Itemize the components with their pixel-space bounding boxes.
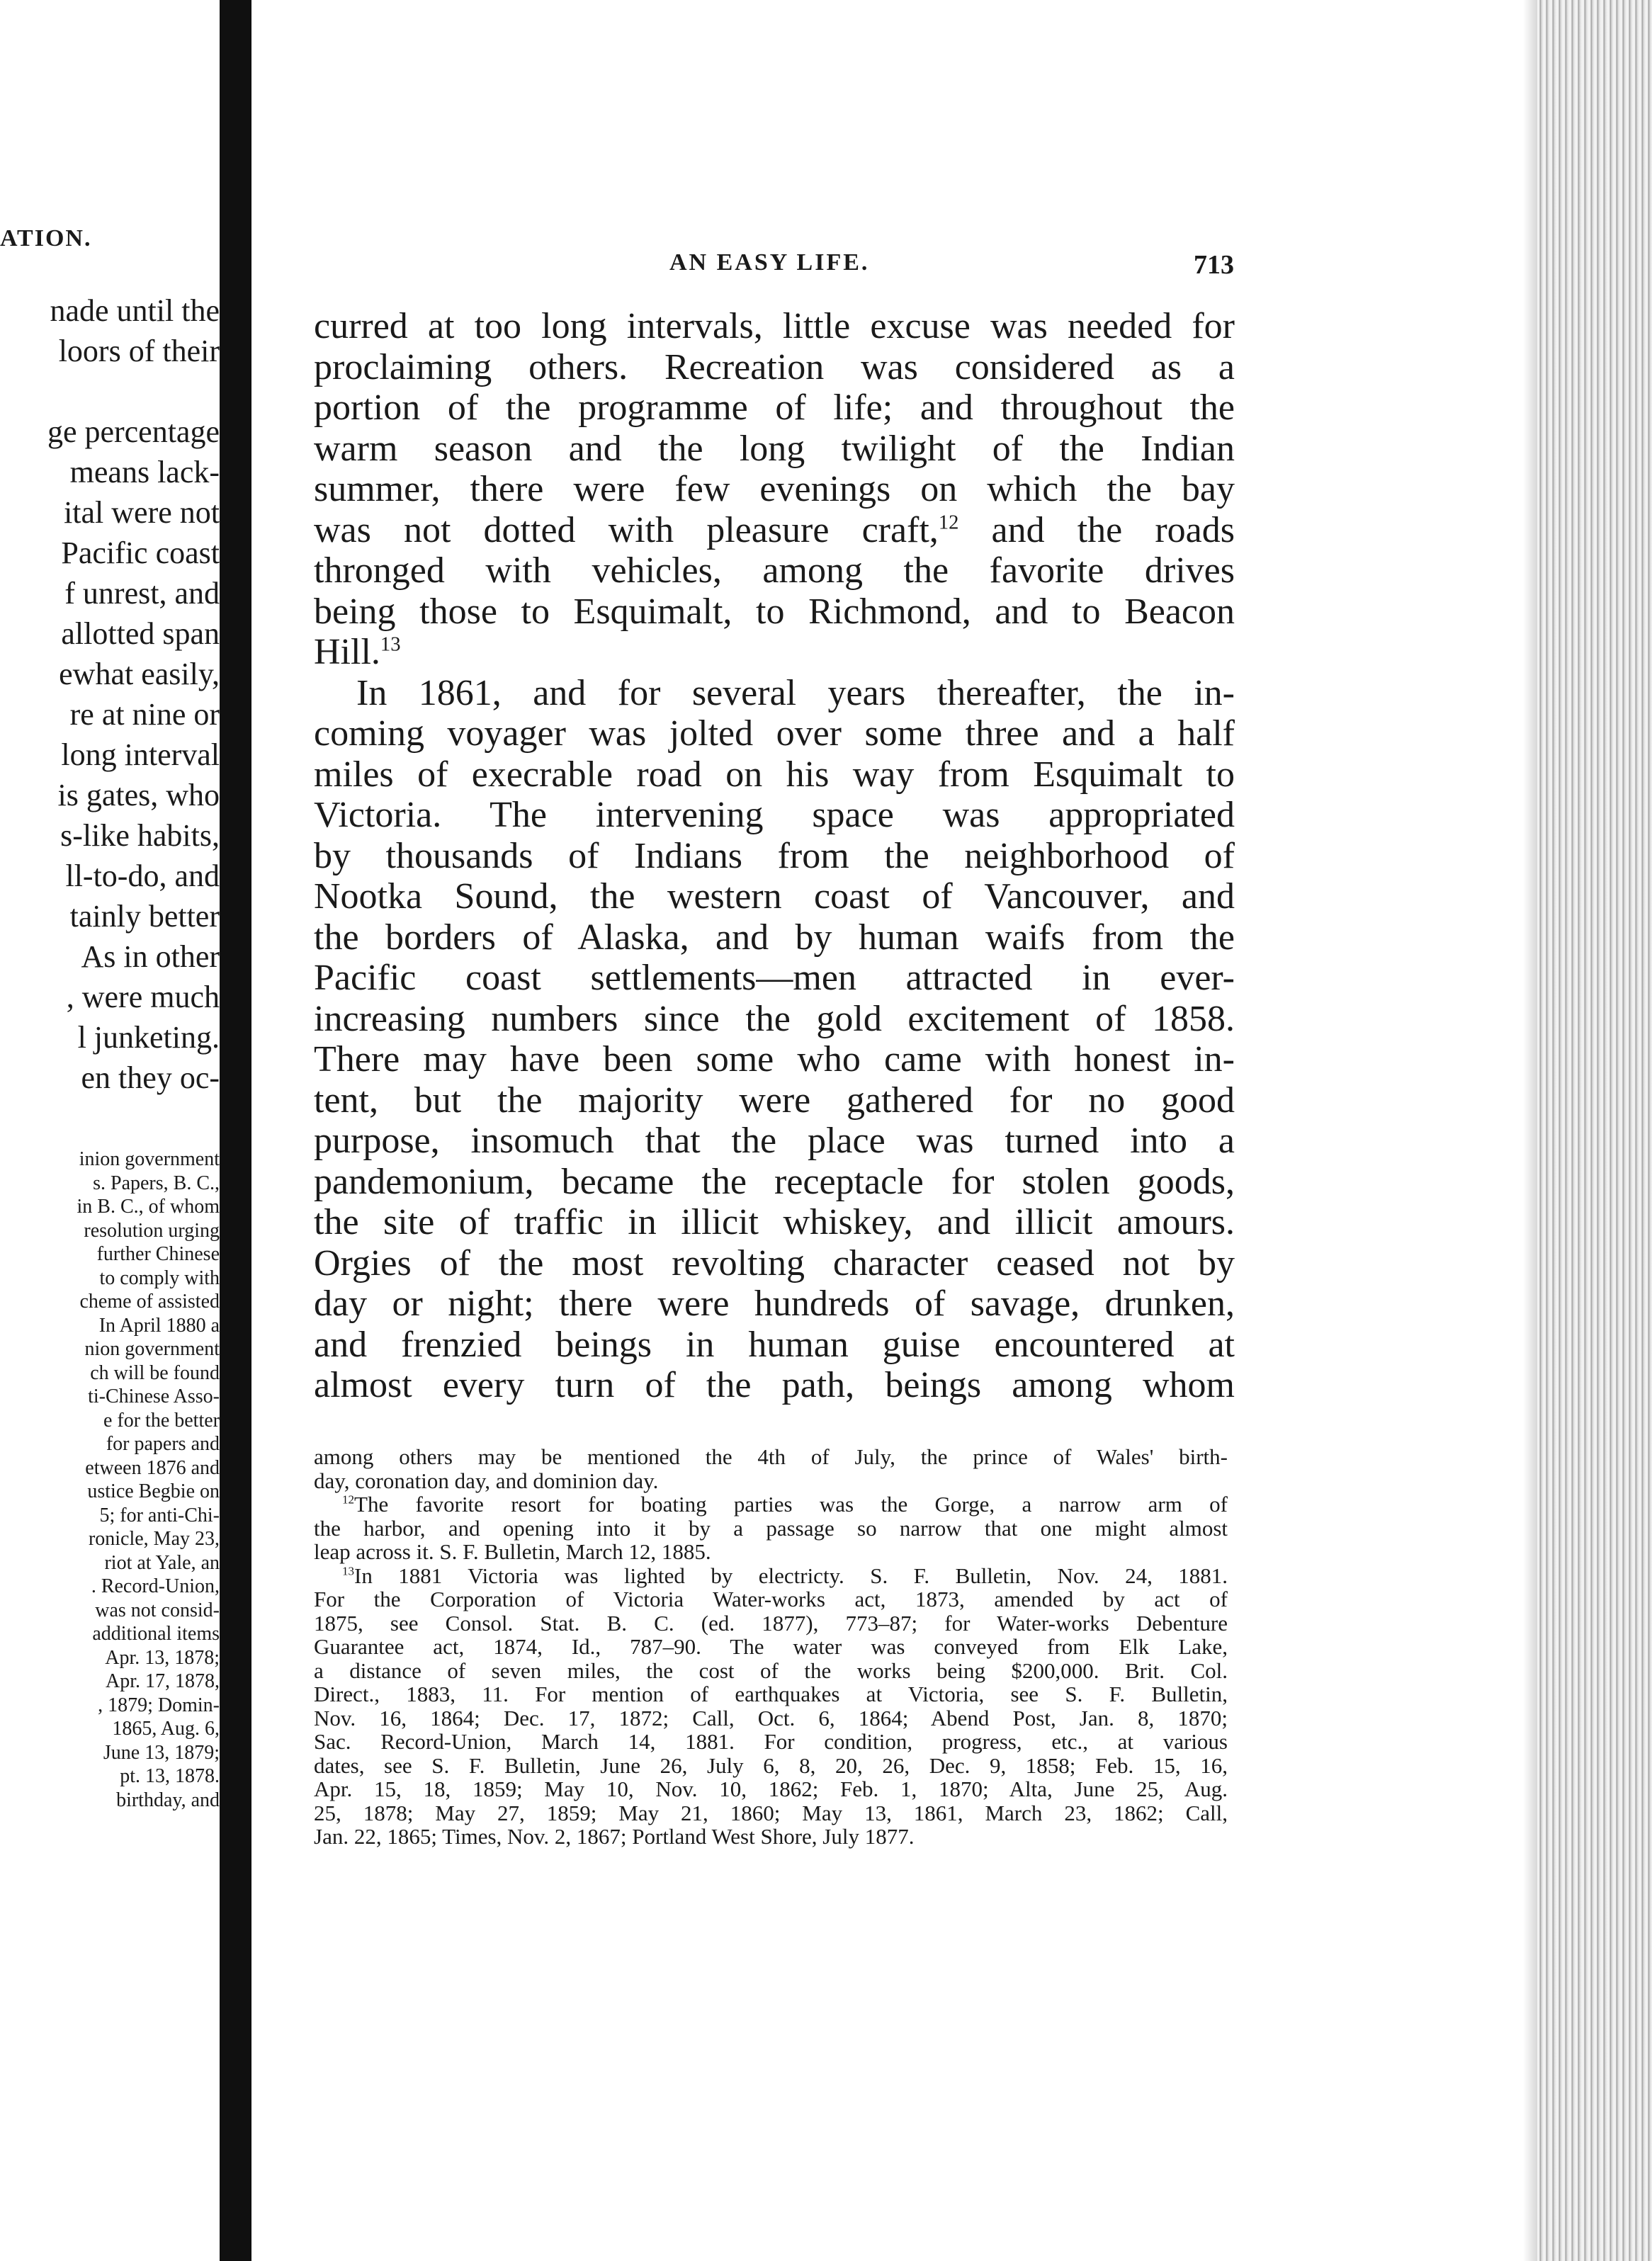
left-text-line: means lack- [69,455,220,489]
footnote-line: Nov. 16, 1864; Dec. 17, 1872; Call, Oct. 6, 1864; Abend Post, Jan. 8, 1870; [314,1705,1228,1730]
page-number: 713 [1194,250,1234,280]
left-note-line: 1865, Aug. 6, [112,1718,220,1740]
paragraph-1 [314,306,1235,673]
book-page [251,0,1537,2261]
text-line: Victoria. The intervening space was appropriated [314,795,1235,835]
text-line: curred at too long intervals, little excuse was needed for [314,306,1235,346]
left-note-line: inion government [79,1148,220,1170]
left-text-line: loors of their [58,334,220,368]
left-text-line: s-like habits, [60,818,220,853]
left-text-line: l junketing. [77,1020,220,1055]
text-line: summer, there were few evenings on which the bay [314,469,1235,509]
left-note-line: in B. C., of whom [77,1196,220,1218]
footnote-continued [314,1445,1228,1492]
left-note-line: , 1879; Domin- [98,1694,220,1716]
footnote-line: 1875, see Consol. Stat. B. C. (ed. 1877), 773–87; for Water-works Debenture [314,1610,1228,1636]
left-note-line: resolution urging [84,1219,220,1242]
left-note-line: ti-Chinese Asso- [88,1386,220,1407]
text-span: and the roads [958,509,1235,550]
left-text-line: tainly better [69,899,220,934]
left-note-line: pt. 13, 1878. [120,1765,220,1787]
text-line: coming voyager was jolted over some three and a half [314,713,1235,754]
footnote-line: a distance of seven miles, the cost of the works being $200,000. Brit. Col. [314,1658,1228,1683]
left-note-line: . Record-Union, [91,1575,220,1597]
left-note-line: was not consid- [95,1599,220,1621]
text-line: warm season and the long twilight of the Indian [314,428,1235,469]
text-line: Pacific coast settlements—men attracted in ever- [314,958,1235,998]
footnote-line: the harbor, and opening into it by a passage so narrow that one might almost [314,1515,1228,1541]
left-note-line: ch will be found [90,1361,220,1384]
footnote-12 [314,1492,1228,1564]
text-line: pandemonium, became the receptacle for stolen goods, [314,1161,1235,1202]
text-line: day or night; there were hundreds of savage, drunken, [314,1284,1235,1324]
left-text-line: ewhat easily, [59,657,220,691]
footnote-line: dates, see S. F. Bulletin, June 26, July 6, 8, 20, 26, Dec. 9, 1858; Feb. 15, 16, [314,1752,1228,1778]
paragraph-2 [314,673,1235,1406]
left-note-line: s. Papers, B. C., [93,1172,220,1194]
left-note-line: June 13, 1879; [103,1741,220,1764]
left-running-head: ATION. [0,225,92,251]
left-text-line: , were much [66,980,220,1014]
left-text-line: nade until the [50,293,220,328]
text-line: and frenzied beings in human guise encountered at [314,1324,1235,1365]
left-page-footnotes [0,1148,220,1812]
text-span: Hill. [314,632,380,672]
left-text-line: ital were not [64,495,220,530]
text-line: proclaiming others. Recreation was considered as a [314,346,1235,387]
text-line: the borders of Alaska, and by human waifs from the [314,917,1235,958]
left-note-line: e for the better [103,1409,220,1432]
left-text-line: ge percentage [47,414,220,449]
left-note-line: additional items [92,1623,220,1645]
left-note-line: Apr. 17, 1878, [106,1670,220,1692]
footnote-line: day, coronation day, and dominion day. [314,1468,659,1493]
left-note-line: etween 1876 and [85,1456,220,1479]
footnote-line [314,1492,1228,1517]
footnote-ref-12: 12 [938,511,959,534]
body-text [314,306,1235,1406]
left-note-line: Apr. 13, 1878; [105,1646,220,1669]
footnote-mark-13: 13 [342,1564,355,1578]
text-line: Orgies of the most revolting character ceased not by [314,1242,1235,1284]
text-line: In 1861, and for several years thereafter, the in- [356,672,1235,713]
footnote-line: Jan. 22, 1865; Times, Nov. 2, 1867; Portland West Shore, July 1877. [314,1824,915,1849]
left-text-line: re at nine or [69,697,220,732]
left-text-line: is gates, who [57,778,220,812]
footnote-line [314,1564,1228,1588]
left-note-line: ronicle, May 23, [88,1528,220,1550]
left-text-line: As in other [81,939,220,974]
text-line [314,632,1235,673]
footnote-line: Direct., 1883, 11. For mention of earthquakes at Victoria, see S. F. Bulletin, [314,1682,1228,1706]
footnote-mark-12: 12 [342,1492,355,1507]
left-note-line: further Chinese [96,1243,220,1265]
left-note-line: to comply with [99,1266,220,1289]
left-note-line: birthday, and [116,1789,220,1811]
footnote-line: 25, 1878; May 27, 1859; May 21, 1860; May 13, 1861, March 23, 1862; Call, [314,1800,1228,1825]
text-line: by thousands of Indians from the neighborhood of [314,835,1235,876]
text-line: tent, but the majority were gathered for no good [314,1080,1235,1121]
book-gutter [220,0,251,2261]
text-line: the site of traffic in illicit whiskey, and illicit amours. [314,1202,1235,1242]
footnote-13 [314,1564,1228,1849]
footnote-line: Sac. Record-Union, March 14, 1881. For condition, progress, etc., at various [314,1729,1228,1754]
footnote-line: among others may be mentioned the 4th of July, the prince of Wales' birth- [314,1444,1228,1469]
text-line: being those to Esquimalt, to Richmond, and to Beacon [314,591,1235,632]
footnote-line: leap across it. S. F. Bulletin, March 12, 1885. [314,1539,711,1564]
text-line: almost every turn of the path, beings among whom [314,1365,1235,1405]
left-note-line: 5; for anti-Chi- [99,1504,220,1526]
left-page-text [0,290,220,1098]
left-text-line: Pacific coast [61,536,220,570]
text-span: was not dotted with pleasure craft, [314,509,939,550]
text-line: portion of the programme of life; and throughout the [314,387,1235,428]
footnotes [314,1445,1228,1849]
text-line [314,510,1235,551]
footnote-line: Guarantee act, 1874, Id., 787–90. The water was conveyed from Elk Lake, [314,1634,1228,1659]
text-line: miles of execrable road on his way from Esquimalt to [314,754,1235,795]
text-line: Nootka Sound, the western coast of Vancouver, and [314,876,1235,917]
left-text-line: f unrest, and [64,576,220,611]
left-text-line: ll-to-do, and [65,858,220,893]
footnote-line: For the Corporation of Victoria Water-works act, 1873, amended by act of [314,1587,1228,1611]
left-note-line: ustice Begbie on [87,1480,220,1502]
left-text-line: en they oc- [81,1060,220,1095]
footnote-ref-13: 13 [380,633,401,656]
left-note-line: cheme of assisted [79,1291,220,1313]
left-text-line [0,371,220,412]
text-line: There may have been some who came with honest in- [314,1039,1235,1080]
footnote-line: Apr. 15, 18, 1859; May 10, Nov. 10, 1862; Feb. 1, 1870; Alta, June 25, Aug. [314,1776,1228,1801]
left-note-line: nion government [84,1338,220,1360]
text-line: purpose, insomuch that the place was turned into a [314,1121,1235,1161]
left-text-line: allotted span [61,616,220,651]
book-page-edges [1537,0,1652,2261]
left-note-line: riot at Yale, an [104,1551,220,1574]
running-head: AN EASY LIFE. [669,249,870,276]
text-line: increasing numbers since the gold excitement of 1858. [314,998,1235,1039]
left-text-line: long interval [61,737,220,772]
left-note-line: for papers and [106,1433,220,1455]
text-line: thronged with vehicles, among the favorite drives [314,550,1235,591]
left-note-line: In April 1880 a [98,1314,220,1337]
text-span: The favorite resort for boating parties was the Gorge, a narrow arm of [354,1492,1228,1517]
left-page-fragment [0,0,220,2261]
text-span: In 1881 Victoria was lighted by electricty. S. F. Bulletin, Nov. 24, 1881. [354,1563,1228,1588]
